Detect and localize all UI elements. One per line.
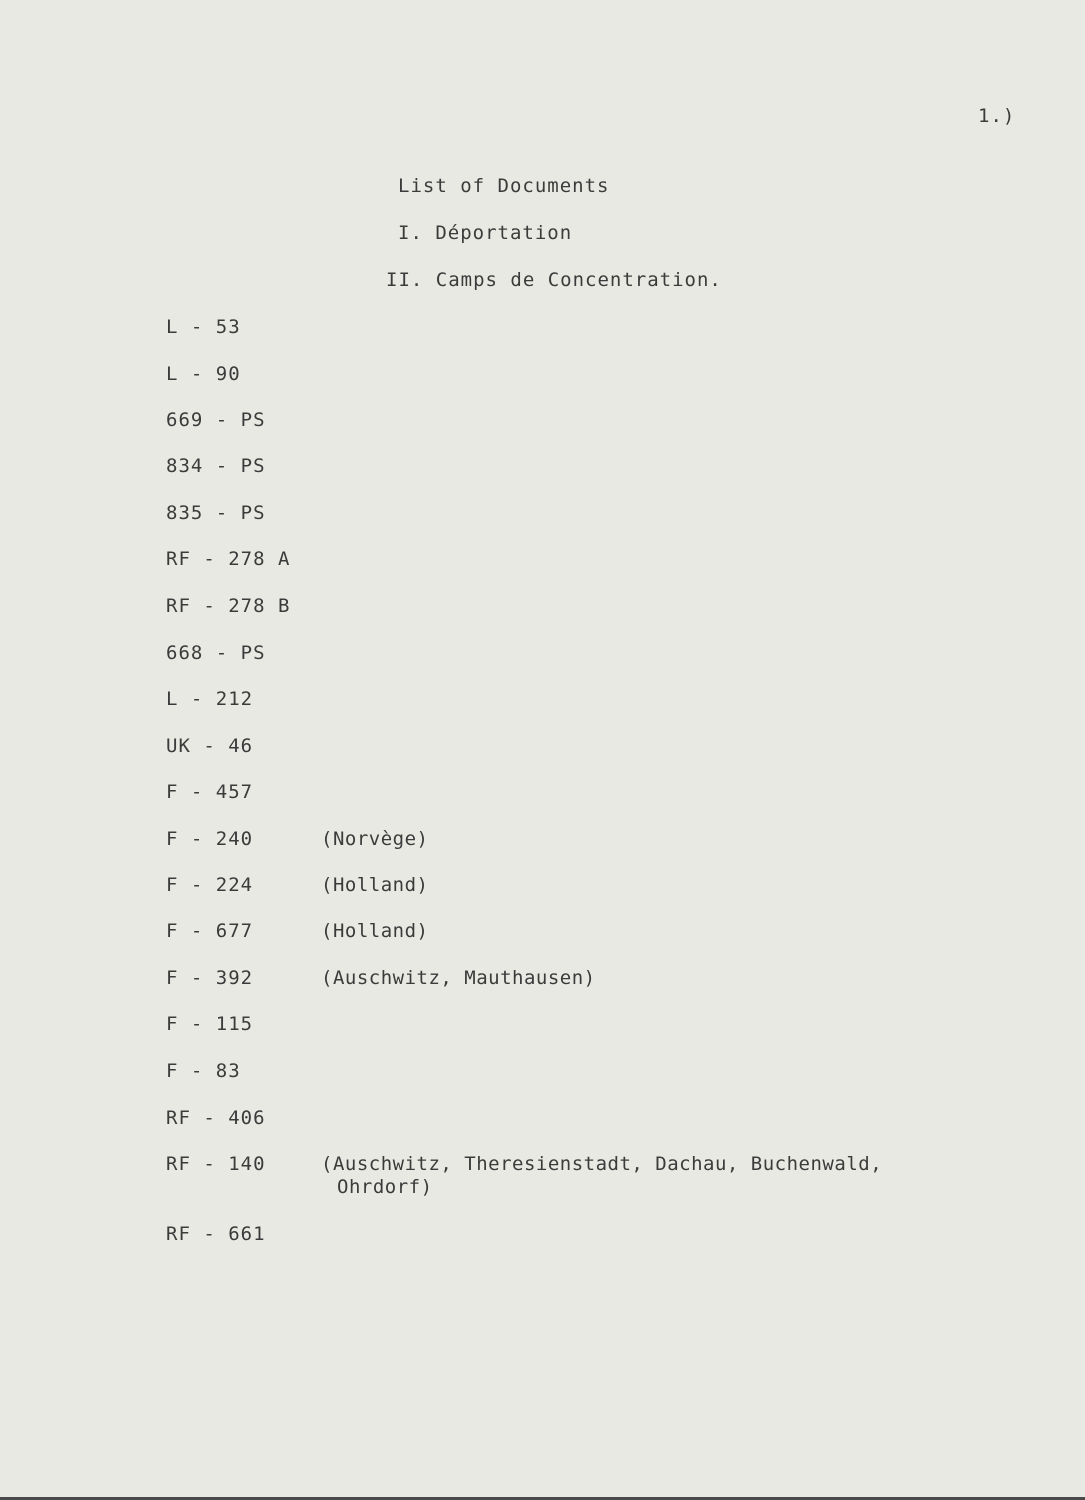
document-ref: F - 83 (166, 1060, 241, 1082)
document-entry (166, 409, 321, 431)
document-ref: RF - 661 (166, 1223, 266, 1245)
document-entry (166, 316, 321, 338)
document-entry (166, 688, 321, 710)
document-ref: RF - 278 A (166, 548, 291, 570)
document-entry (166, 735, 321, 757)
document-entry (166, 548, 321, 570)
document-entry (166, 874, 428, 896)
document-entry (166, 1013, 321, 1035)
document-ref: RF - 406 (166, 1107, 266, 1129)
document-ref: L - 90 (166, 363, 241, 385)
document-note: (Holland) (321, 874, 429, 896)
document-ref: F - 457 (166, 781, 254, 803)
document-entry (166, 828, 428, 850)
section-heading-deportation: I. Déportation (398, 222, 573, 244)
document-ref: RF - 140 (166, 1153, 266, 1175)
document-ref: 834 - PS (166, 455, 266, 477)
document-note-continuation: Ohrdorf) (337, 1176, 433, 1198)
document-entry (166, 363, 321, 385)
document-note: (Auschwitz, Mauthausen) (321, 967, 596, 989)
document-ref: UK - 46 (166, 735, 254, 757)
document-entry (166, 502, 321, 524)
document-note: (Norvège) (321, 828, 429, 850)
document-ref: F - 115 (166, 1013, 254, 1035)
document-note: (Holland) (321, 920, 429, 942)
document-note: (Auschwitz, Theresienstadt, Dachau, Buchenwald, (321, 1153, 883, 1175)
document-ref: F - 224 (166, 874, 254, 896)
document-ref: 668 - PS (166, 642, 266, 664)
document-ref: L - 53 (166, 316, 241, 338)
document-ref: F - 392 (166, 967, 254, 989)
document-entry (166, 1107, 321, 1129)
document-ref: L - 212 (166, 688, 254, 710)
document-entry (166, 642, 321, 664)
document-ref: RF - 278 B (166, 595, 291, 617)
document-entry (166, 920, 428, 942)
document-entry (166, 1223, 321, 1245)
section-heading-camps: II. Camps de Concentration. (386, 269, 722, 291)
document-ref: F - 240 (166, 828, 254, 850)
document-entry (166, 1060, 321, 1082)
document-entry (166, 595, 321, 617)
document-entry (166, 1153, 882, 1175)
document-ref: 669 - PS (166, 409, 266, 431)
document-entry (166, 781, 321, 803)
page-number: 1.) (978, 105, 1016, 127)
document-entry (166, 967, 596, 989)
document-title: List of Documents (398, 175, 610, 197)
document-ref: F - 677 (166, 920, 254, 942)
document-ref: 835 - PS (166, 502, 266, 524)
document-entry (166, 455, 321, 477)
